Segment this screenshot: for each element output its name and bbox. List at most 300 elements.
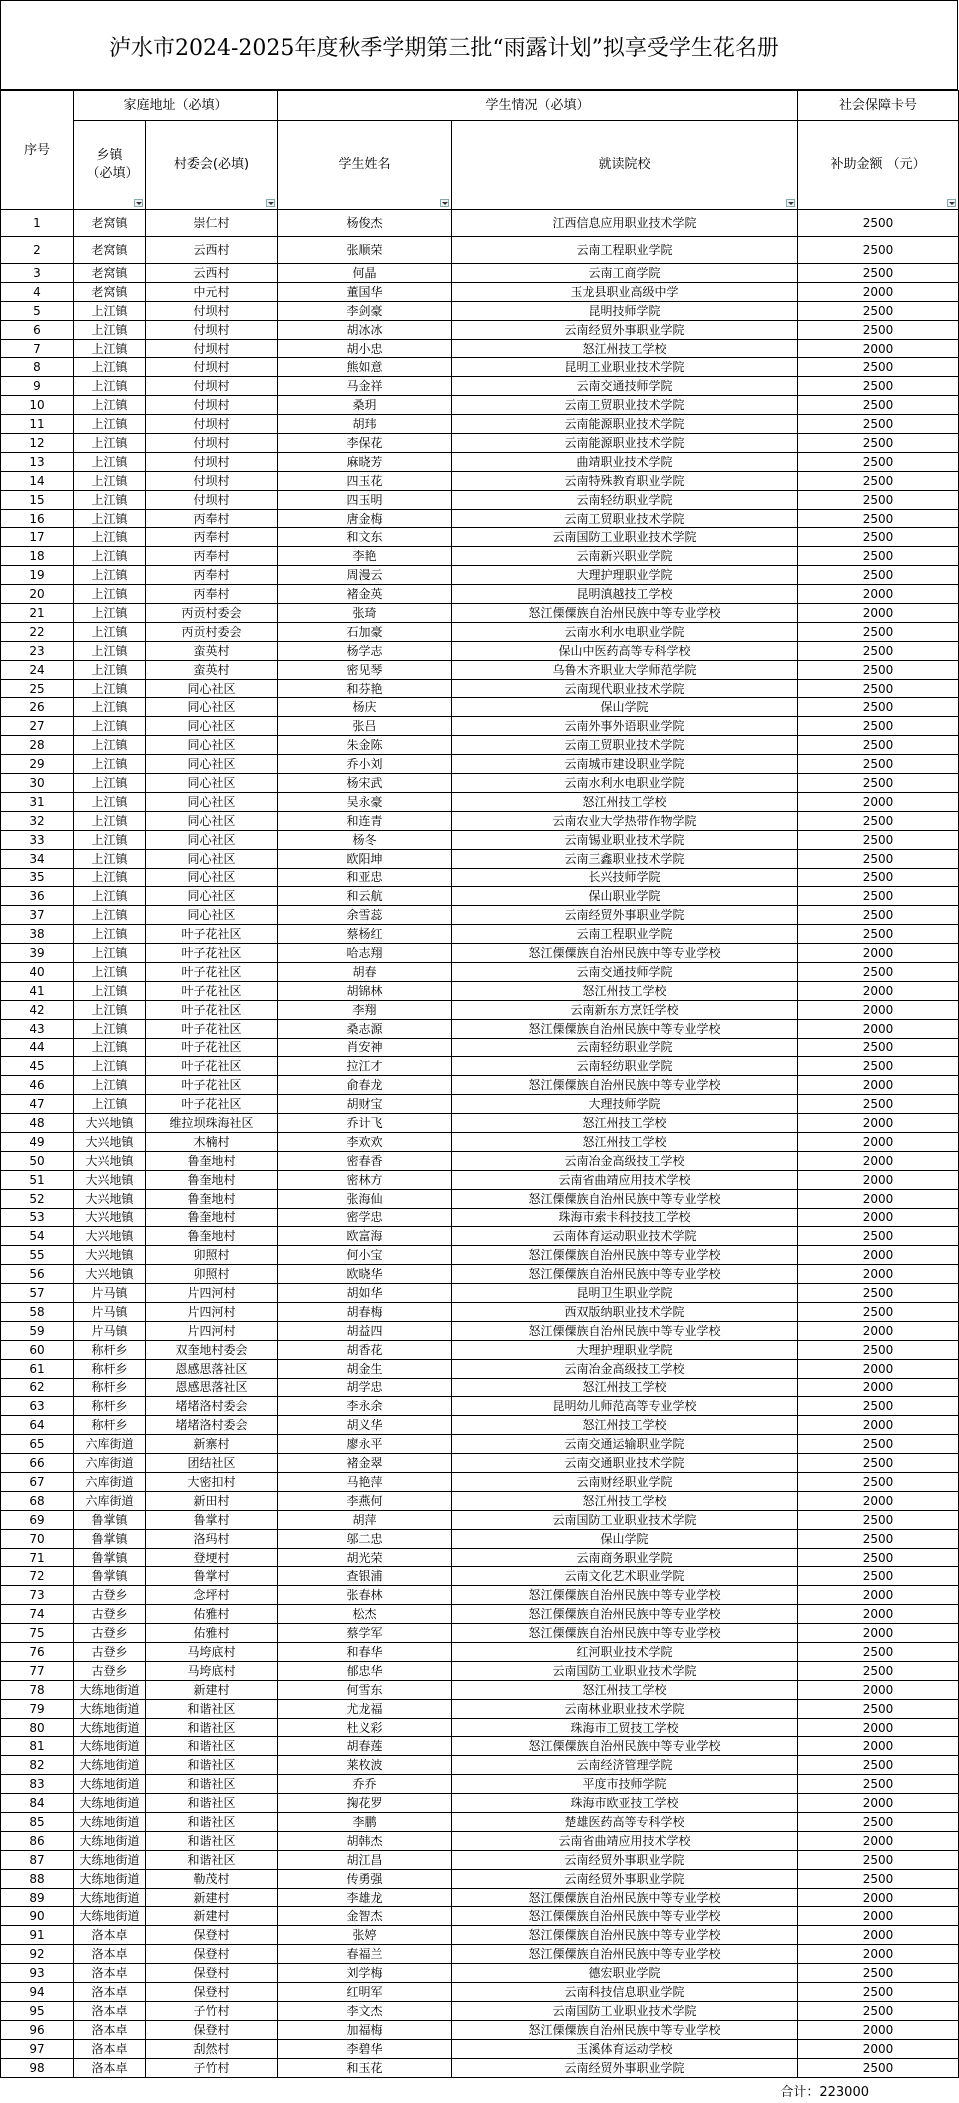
village-cell[interactable]: 洛玛村 (146, 1529, 278, 1548)
name-cell[interactable]: 胡锦林 (278, 981, 452, 1000)
name-cell[interactable]: 胡财宝 (278, 1095, 452, 1114)
seq-cell[interactable]: 24 (1, 660, 74, 679)
village-cell[interactable]: 鲁奎地村 (146, 1151, 278, 1170)
name-cell[interactable]: 密见琴 (278, 660, 452, 679)
school-cell[interactable]: 珠海市工贸技工学校 (452, 1718, 798, 1737)
seq-cell[interactable]: 94 (1, 1983, 74, 2002)
seq-cell[interactable]: 60 (1, 1340, 74, 1359)
seq-cell[interactable]: 65 (1, 1435, 74, 1454)
name-cell[interactable]: 邬二忠 (278, 1529, 452, 1548)
village-cell[interactable]: 堵堵洛村委会 (146, 1416, 278, 1435)
school-cell[interactable]: 怒江傈僳族自治州民族中等专业学校 (452, 1189, 798, 1208)
village-cell[interactable]: 付坝村 (146, 452, 278, 471)
amount-cell[interactable]: 2000 (798, 2020, 959, 2039)
filter-dropdown-icon[interactable] (134, 199, 143, 207)
town-cell[interactable]: 上江镇 (74, 434, 146, 453)
village-cell[interactable]: 鲁掌村 (146, 1567, 278, 1586)
amount-cell[interactable]: 2000 (798, 282, 959, 301)
name-cell[interactable]: 密林方 (278, 1170, 452, 1189)
name-cell[interactable]: 胡冰冰 (278, 320, 452, 339)
village-cell[interactable]: 付坝村 (146, 490, 278, 509)
village-cell[interactable]: 同心社区 (146, 906, 278, 925)
amount-cell[interactable]: 2500 (798, 237, 959, 264)
amount-cell[interactable]: 2500 (798, 925, 959, 944)
village-cell[interactable]: 恩感思落社区 (146, 1378, 278, 1397)
amount-cell[interactable]: 2500 (798, 301, 959, 320)
amount-cell[interactable]: 2500 (798, 1869, 959, 1888)
amount-cell[interactable]: 2000 (798, 1926, 959, 1945)
school-cell[interactable]: 云南国防工业职业技术学院 (452, 528, 798, 547)
seq-cell[interactable]: 86 (1, 1831, 74, 1850)
town-cell[interactable]: 上江镇 (74, 1076, 146, 1095)
amount-cell[interactable]: 2000 (798, 1831, 959, 1850)
amount-cell[interactable]: 2500 (798, 210, 959, 237)
name-cell[interactable]: 胡学忠 (278, 1378, 452, 1397)
school-cell[interactable]: 怒江傈僳族自治州民族中等专业学校 (452, 1888, 798, 1907)
name-cell[interactable]: 杨俊杰 (278, 210, 452, 237)
town-cell[interactable]: 上江镇 (74, 490, 146, 509)
name-cell[interactable]: 胡义华 (278, 1416, 452, 1435)
town-cell[interactable]: 洛本卓 (74, 2020, 146, 2039)
seq-cell[interactable]: 75 (1, 1624, 74, 1643)
town-cell[interactable]: 洛本卓 (74, 2058, 146, 2077)
amount-cell[interactable]: 2000 (798, 1189, 959, 1208)
name-cell[interactable]: 李保花 (278, 434, 452, 453)
school-cell[interactable]: 云南冶金高级技工学校 (452, 1359, 798, 1378)
amount-cell[interactable]: 2500 (798, 1284, 959, 1303)
school-cell[interactable]: 云南现代职业技术学院 (452, 679, 798, 698)
village-cell[interactable]: 丙贡村委会 (146, 604, 278, 623)
school-cell[interactable]: 红河职业技术学院 (452, 1643, 798, 1662)
school-cell[interactable]: 怒江傈僳族自治州民族中等专业学校 (452, 1076, 798, 1095)
village-cell[interactable]: 叶子花社区 (146, 1076, 278, 1095)
name-cell[interactable]: 胡春莲 (278, 1737, 452, 1756)
name-cell[interactable]: 和芬艳 (278, 679, 452, 698)
town-cell[interactable]: 上江镇 (74, 1019, 146, 1038)
town-cell[interactable]: 大兴地镇 (74, 1132, 146, 1151)
town-cell[interactable]: 称杆乡 (74, 1359, 146, 1378)
village-cell[interactable]: 同心社区 (146, 698, 278, 717)
amount-cell[interactable]: 2500 (798, 1643, 959, 1662)
seq-cell[interactable]: 76 (1, 1643, 74, 1662)
town-cell[interactable]: 上江镇 (74, 944, 146, 963)
seq-cell[interactable]: 1 (1, 210, 74, 237)
name-cell[interactable]: 桑志源 (278, 1019, 452, 1038)
name-cell[interactable]: 褚金英 (278, 585, 452, 604)
town-cell[interactable]: 大练地街道 (74, 1813, 146, 1832)
town-cell[interactable]: 大练地街道 (74, 1737, 146, 1756)
amount-cell[interactable]: 2500 (798, 490, 959, 509)
school-cell[interactable]: 昆明卫生职业学院 (452, 1284, 798, 1303)
name-cell[interactable]: 加福梅 (278, 2020, 452, 2039)
name-cell[interactable]: 李永余 (278, 1397, 452, 1416)
school-cell[interactable]: 乌鲁木齐职业大学师范学院 (452, 660, 798, 679)
name-cell[interactable]: 周漫云 (278, 566, 452, 585)
town-cell[interactable]: 上江镇 (74, 320, 146, 339)
town-cell[interactable]: 上江镇 (74, 868, 146, 887)
village-cell[interactable]: 叶子花社区 (146, 1038, 278, 1057)
village-cell[interactable]: 保登村 (146, 1926, 278, 1945)
town-cell[interactable]: 鲁掌镇 (74, 1529, 146, 1548)
name-cell[interactable]: 胡金生 (278, 1359, 452, 1378)
seq-cell[interactable]: 44 (1, 1038, 74, 1057)
seq-cell[interactable]: 32 (1, 811, 74, 830)
school-cell[interactable]: 云南交通技师学院 (452, 962, 798, 981)
name-cell[interactable]: 张春林 (278, 1586, 452, 1605)
school-cell[interactable]: 长兴技师学院 (452, 868, 798, 887)
amount-cell[interactable]: 2000 (798, 1208, 959, 1227)
school-cell[interactable]: 怒江州技工学校 (452, 1132, 798, 1151)
town-cell[interactable]: 大兴地镇 (74, 1265, 146, 1284)
seq-cell[interactable]: 41 (1, 981, 74, 1000)
seq-cell[interactable]: 28 (1, 736, 74, 755)
name-cell[interactable]: 胡江昌 (278, 1850, 452, 1869)
amount-cell[interactable]: 2500 (798, 547, 959, 566)
village-cell[interactable]: 鲁奎地村 (146, 1208, 278, 1227)
village-cell[interactable]: 丙奉村 (146, 509, 278, 528)
amount-cell[interactable]: 2000 (798, 792, 959, 811)
name-cell[interactable]: 李文杰 (278, 2001, 452, 2020)
amount-cell[interactable]: 2000 (798, 1114, 959, 1133)
village-cell[interactable]: 子竹村 (146, 2058, 278, 2077)
town-cell[interactable]: 六库街道 (74, 1454, 146, 1473)
seq-cell[interactable]: 70 (1, 1529, 74, 1548)
school-cell[interactable]: 云南国防工业职业技术学院 (452, 1510, 798, 1529)
village-cell[interactable]: 新田村 (146, 1491, 278, 1510)
seq-cell[interactable]: 9 (1, 377, 74, 396)
town-cell[interactable]: 老窝镇 (74, 264, 146, 283)
amount-cell[interactable]: 2500 (798, 1813, 959, 1832)
name-cell[interactable]: 李剑豪 (278, 301, 452, 320)
seq-cell[interactable]: 54 (1, 1227, 74, 1246)
village-cell[interactable]: 卯照村 (146, 1246, 278, 1265)
amount-cell[interactable]: 2500 (798, 320, 959, 339)
seq-cell[interactable]: 16 (1, 509, 74, 528)
amount-cell[interactable]: 2500 (798, 622, 959, 641)
town-cell[interactable]: 大练地街道 (74, 1794, 146, 1813)
name-cell[interactable]: 董国华 (278, 282, 452, 301)
town-cell[interactable]: 大兴地镇 (74, 1208, 146, 1227)
seq-cell[interactable]: 73 (1, 1586, 74, 1605)
school-cell[interactable]: 大理护理职业学院 (452, 1340, 798, 1359)
village-cell[interactable]: 卯照村 (146, 1265, 278, 1284)
village-cell[interactable]: 同心社区 (146, 792, 278, 811)
town-cell[interactable]: 上江镇 (74, 301, 146, 320)
town-cell[interactable]: 大练地街道 (74, 1775, 146, 1794)
town-cell[interactable]: 古登乡 (74, 1661, 146, 1680)
name-cell[interactable]: 和云航 (278, 887, 452, 906)
name-cell[interactable]: 桑玥 (278, 396, 452, 415)
village-cell[interactable]: 片四河村 (146, 1321, 278, 1340)
village-cell[interactable]: 佑雅村 (146, 1605, 278, 1624)
school-cell[interactable]: 云南经贸外事职业学院 (452, 1869, 798, 1888)
amount-cell[interactable]: 2500 (798, 1397, 959, 1416)
school-cell[interactable]: 云南体育运动职业技术学院 (452, 1227, 798, 1246)
seq-cell[interactable]: 88 (1, 1869, 74, 1888)
town-cell[interactable]: 大兴地镇 (74, 1170, 146, 1189)
seq-cell[interactable]: 51 (1, 1170, 74, 1189)
village-cell[interactable]: 云西村 (146, 237, 278, 264)
name-cell[interactable]: 杨宋武 (278, 774, 452, 793)
amount-cell[interactable]: 2000 (798, 1076, 959, 1095)
village-cell[interactable]: 保登村 (146, 2020, 278, 2039)
name-cell[interactable]: 褚金翠 (278, 1454, 452, 1473)
school-cell[interactable]: 云南国防工业职业技术学院 (452, 2001, 798, 2020)
school-cell[interactable]: 昆明工业职业技术学院 (452, 358, 798, 377)
name-cell[interactable]: 张顺荣 (278, 237, 452, 264)
seq-cell[interactable]: 58 (1, 1302, 74, 1321)
school-cell[interactable]: 怒江州技工学校 (452, 339, 798, 358)
seq-cell[interactable]: 8 (1, 358, 74, 377)
amount-cell[interactable]: 2000 (798, 1000, 959, 1019)
town-cell[interactable]: 上江镇 (74, 698, 146, 717)
school-cell[interactable]: 怒江州技工学校 (452, 1114, 798, 1133)
amount-cell[interactable]: 2000 (798, 1586, 959, 1605)
seq-cell[interactable]: 59 (1, 1321, 74, 1340)
village-cell[interactable]: 同心社区 (146, 717, 278, 736)
seq-cell[interactable]: 18 (1, 547, 74, 566)
school-cell[interactable]: 怒江傈僳族自治州民族中等专业学校 (452, 1019, 798, 1038)
amount-cell[interactable]: 2500 (798, 641, 959, 660)
school-cell[interactable]: 云南工贸职业技术学院 (452, 736, 798, 755)
town-cell[interactable]: 上江镇 (74, 528, 146, 547)
town-cell[interactable]: 上江镇 (74, 755, 146, 774)
name-cell[interactable]: 密学忠 (278, 1208, 452, 1227)
village-cell[interactable]: 崇仁村 (146, 210, 278, 237)
name-cell[interactable]: 朱金陈 (278, 736, 452, 755)
amount-cell[interactable]: 2000 (798, 1680, 959, 1699)
name-cell[interactable]: 何晶 (278, 264, 452, 283)
village-cell[interactable]: 双奎地村委会 (146, 1340, 278, 1359)
seq-cell[interactable]: 72 (1, 1567, 74, 1586)
school-cell[interactable]: 云南农业大学热带作物学院 (452, 811, 798, 830)
name-cell[interactable]: 尤龙福 (278, 1699, 452, 1718)
name-cell[interactable]: 张琦 (278, 604, 452, 623)
name-cell[interactable]: 传勇强 (278, 1869, 452, 1888)
town-cell[interactable]: 上江镇 (74, 962, 146, 981)
seq-cell[interactable]: 19 (1, 566, 74, 585)
seq-cell[interactable]: 14 (1, 471, 74, 490)
town-cell[interactable]: 上江镇 (74, 736, 146, 755)
town-cell[interactable]: 鲁掌镇 (74, 1567, 146, 1586)
amount-cell[interactable]: 2000 (798, 1151, 959, 1170)
village-cell[interactable]: 恩感思落社区 (146, 1359, 278, 1378)
village-cell[interactable]: 和谐社区 (146, 1699, 278, 1718)
town-cell[interactable]: 上江镇 (74, 792, 146, 811)
town-cell[interactable]: 大练地街道 (74, 1831, 146, 1850)
name-cell[interactable]: 拉江才 (278, 1057, 452, 1076)
seq-cell[interactable]: 62 (1, 1378, 74, 1397)
amount-cell[interactable]: 2500 (798, 698, 959, 717)
name-cell[interactable]: 李翔 (278, 1000, 452, 1019)
town-cell[interactable]: 上江镇 (74, 1000, 146, 1019)
seq-cell[interactable]: 87 (1, 1850, 74, 1869)
school-cell[interactable]: 怒江傈僳族自治州民族中等专业学校 (452, 604, 798, 623)
village-cell[interactable]: 维拉坝珠海社区 (146, 1114, 278, 1133)
seq-cell[interactable]: 46 (1, 1076, 74, 1095)
seq-cell[interactable]: 63 (1, 1397, 74, 1416)
village-cell[interactable]: 和谐社区 (146, 1737, 278, 1756)
village-cell[interactable]: 付坝村 (146, 434, 278, 453)
village-cell[interactable]: 同心社区 (146, 868, 278, 887)
seq-cell[interactable]: 11 (1, 415, 74, 434)
town-cell[interactable]: 大练地街道 (74, 1850, 146, 1869)
town-cell[interactable]: 六库街道 (74, 1435, 146, 1454)
town-cell[interactable]: 上江镇 (74, 981, 146, 1000)
name-cell[interactable]: 何小宝 (278, 1246, 452, 1265)
amount-cell[interactable]: 2000 (798, 1605, 959, 1624)
village-cell[interactable]: 团结社区 (146, 1454, 278, 1473)
amount-cell[interactable]: 2000 (798, 1132, 959, 1151)
seq-cell[interactable]: 42 (1, 1000, 74, 1019)
town-cell[interactable]: 上江镇 (74, 471, 146, 490)
school-cell[interactable]: 怒江傈僳族自治州民族中等专业学校 (452, 944, 798, 963)
school-cell[interactable]: 大理技师学院 (452, 1095, 798, 1114)
town-cell[interactable]: 上江镇 (74, 358, 146, 377)
seq-cell[interactable]: 6 (1, 320, 74, 339)
amount-cell[interactable]: 2500 (798, 1756, 959, 1775)
name-cell[interactable]: 李碧华 (278, 2039, 452, 2058)
seq-cell[interactable]: 38 (1, 925, 74, 944)
village-cell[interactable]: 丙奉村 (146, 585, 278, 604)
town-cell[interactable]: 老窝镇 (74, 237, 146, 264)
name-cell[interactable]: 胡小忠 (278, 339, 452, 358)
amount-cell[interactable]: 2500 (798, 1983, 959, 2002)
school-cell[interactable]: 云南交通职业技术学院 (452, 1454, 798, 1473)
amount-cell[interactable]: 2500 (798, 962, 959, 981)
village-cell[interactable]: 保登村 (146, 1983, 278, 2002)
town-cell[interactable]: 鲁掌镇 (74, 1548, 146, 1567)
town-cell[interactable]: 古登乡 (74, 1643, 146, 1662)
filter-dropdown-icon[interactable] (440, 199, 449, 207)
amount-cell[interactable]: 2500 (798, 471, 959, 490)
seq-cell[interactable]: 31 (1, 792, 74, 811)
school-cell[interactable]: 云南水利水电职业学院 (452, 774, 798, 793)
seq-cell[interactable]: 84 (1, 1794, 74, 1813)
village-cell[interactable]: 子竹村 (146, 2001, 278, 2020)
town-cell[interactable]: 古登乡 (74, 1586, 146, 1605)
village-cell[interactable]: 保登村 (146, 1964, 278, 1983)
school-cell[interactable]: 玉溪体育运动学校 (452, 2039, 798, 2058)
name-cell[interactable]: 廖永平 (278, 1435, 452, 1454)
town-cell[interactable]: 大练地街道 (74, 1680, 146, 1699)
name-cell[interactable]: 松杰 (278, 1605, 452, 1624)
school-cell[interactable]: 云南水利水电职业学院 (452, 622, 798, 641)
town-cell[interactable]: 上江镇 (74, 452, 146, 471)
name-cell[interactable]: 熊如意 (278, 358, 452, 377)
school-cell[interactable]: 云南工程职业学院 (452, 925, 798, 944)
village-cell[interactable]: 鲁奎地村 (146, 1170, 278, 1189)
village-cell[interactable]: 马垮底村 (146, 1661, 278, 1680)
seq-cell[interactable]: 7 (1, 339, 74, 358)
amount-cell[interactable]: 2000 (798, 1888, 959, 1907)
school-cell[interactable]: 云南轻纺职业学院 (452, 490, 798, 509)
town-cell[interactable]: 片马镇 (74, 1284, 146, 1303)
amount-cell[interactable]: 2000 (798, 585, 959, 604)
school-cell[interactable]: 珠海市索卡科技技工学校 (452, 1208, 798, 1227)
amount-cell[interactable]: 2000 (798, 1321, 959, 1340)
name-cell[interactable]: 李欢欢 (278, 1132, 452, 1151)
name-cell[interactable]: 胡玮 (278, 415, 452, 434)
seq-cell[interactable]: 81 (1, 1737, 74, 1756)
school-cell[interactable]: 云南新兴职业学院 (452, 547, 798, 566)
town-cell[interactable]: 上江镇 (74, 849, 146, 868)
town-cell[interactable]: 洛本卓 (74, 1926, 146, 1945)
school-cell[interactable]: 昆明幼儿师范高等专业学校 (452, 1397, 798, 1416)
amount-cell[interactable]: 2500 (798, 1548, 959, 1567)
name-cell[interactable]: 刘学梅 (278, 1964, 452, 1983)
seq-cell[interactable]: 4 (1, 282, 74, 301)
town-cell[interactable]: 上江镇 (74, 887, 146, 906)
seq-cell[interactable]: 74 (1, 1605, 74, 1624)
school-cell[interactable]: 珠海市欧亚技工学校 (452, 1794, 798, 1813)
village-cell[interactable]: 付坝村 (146, 396, 278, 415)
name-cell[interactable]: 杜义彩 (278, 1718, 452, 1737)
amount-cell[interactable]: 2500 (798, 1340, 959, 1359)
amount-cell[interactable]: 2500 (798, 2001, 959, 2020)
name-cell[interactable]: 胡光荣 (278, 1548, 452, 1567)
seq-cell[interactable]: 35 (1, 868, 74, 887)
amount-cell[interactable]: 2500 (798, 1850, 959, 1869)
town-cell[interactable]: 上江镇 (74, 717, 146, 736)
seq-cell[interactable]: 80 (1, 1718, 74, 1737)
seq-cell[interactable]: 33 (1, 830, 74, 849)
seq-cell[interactable]: 64 (1, 1416, 74, 1435)
seq-cell[interactable]: 26 (1, 698, 74, 717)
name-cell[interactable]: 张海仙 (278, 1189, 452, 1208)
school-cell[interactable]: 怒江州技工学校 (452, 1491, 798, 1510)
town-cell[interactable]: 大练地街道 (74, 1888, 146, 1907)
amount-cell[interactable]: 2500 (798, 755, 959, 774)
village-column-header[interactable] (146, 121, 278, 210)
school-cell[interactable]: 昆明滇越技工学校 (452, 585, 798, 604)
amount-cell[interactable]: 2000 (798, 1491, 959, 1510)
name-cell[interactable]: 欧富海 (278, 1227, 452, 1246)
amount-cell[interactable]: 2500 (798, 830, 959, 849)
seq-cell[interactable]: 67 (1, 1473, 74, 1492)
amount-cell[interactable]: 2500 (798, 434, 959, 453)
school-cell[interactable]: 云南国防工业职业技术学院 (452, 1661, 798, 1680)
village-cell[interactable]: 新寨村 (146, 1435, 278, 1454)
seq-cell[interactable]: 66 (1, 1454, 74, 1473)
seq-cell[interactable]: 15 (1, 490, 74, 509)
name-cell[interactable]: 四玉花 (278, 471, 452, 490)
school-cell[interactable]: 楚雄医药高等专科学校 (452, 1813, 798, 1832)
town-cell[interactable]: 大练地街道 (74, 1718, 146, 1737)
name-cell[interactable]: 哈志翔 (278, 944, 452, 963)
village-cell[interactable]: 佑雅村 (146, 1624, 278, 1643)
village-cell[interactable]: 念坪村 (146, 1586, 278, 1605)
school-cell[interactable]: 大理护理职业学院 (452, 566, 798, 585)
school-cell[interactable]: 曲靖职业技术学院 (452, 452, 798, 471)
village-cell[interactable]: 付坝村 (146, 377, 278, 396)
name-cell[interactable]: 乔计飞 (278, 1114, 452, 1133)
seq-cell[interactable]: 37 (1, 906, 74, 925)
town-cell[interactable]: 洛本卓 (74, 1964, 146, 1983)
name-cell[interactable]: 和文东 (278, 528, 452, 547)
school-cell[interactable]: 云南经贸外事职业学院 (452, 1850, 798, 1869)
amount-cell[interactable]: 2500 (798, 1454, 959, 1473)
amount-cell[interactable]: 2000 (798, 1907, 959, 1926)
name-cell[interactable]: 查银浦 (278, 1567, 452, 1586)
name-cell[interactable]: 蔡杨红 (278, 925, 452, 944)
name-cell[interactable]: 胡香花 (278, 1340, 452, 1359)
seq-cell[interactable]: 5 (1, 301, 74, 320)
school-cell[interactable]: 云南交通技师学院 (452, 377, 798, 396)
amount-cell[interactable]: 2500 (798, 2058, 959, 2077)
seq-cell[interactable]: 29 (1, 755, 74, 774)
village-cell[interactable]: 片四河村 (146, 1284, 278, 1303)
